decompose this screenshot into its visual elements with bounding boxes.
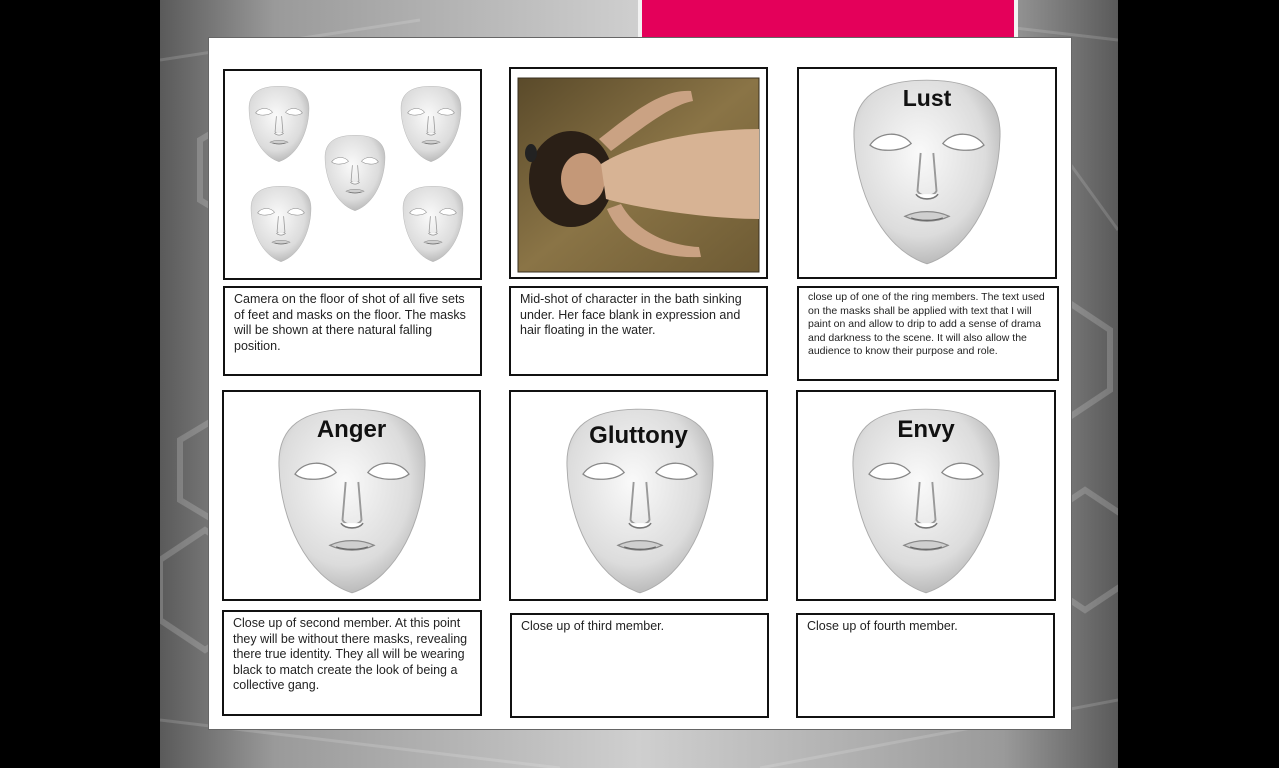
mask-label-envy: Envy [897,416,955,443]
panel-3-image [797,67,1057,279]
mask-label-lust: Lust [902,85,952,111]
slide-background [160,0,1118,768]
five-masks-image [225,71,480,278]
bath-scene-image [511,69,766,277]
panel-6-image [796,390,1056,601]
mask-label-anger: Anger [316,416,387,443]
panel-1-caption: Camera on the floor of shot of all five sets of feet and masks on the floor. The masks will be shown at there natural falling position. [223,286,482,376]
panel-2-image [509,67,768,279]
panel-1-image [223,69,482,280]
panel-4-caption: Close up of second member. At this point they will be without there masks, revealing there true identity. They all will be wearing black to match create the look of being a collective gang. [222,610,482,716]
panel-3-caption: close up of one of the ring members. The text used on the masks shall be applied with text that I will paint on and allow to drip to add a sense of drama and darkness to the scene. It will also allow the audience to know their purpose and role. [797,286,1059,381]
panel-6-caption: Close up of fourth member. [796,613,1055,718]
panel-5-caption: Close up of third member. [510,613,769,718]
mask-label-gluttony: Gluttony [589,422,688,449]
panel-2-caption: Mid-shot of character in the bath sinking under. Her face blank in expression and hair floating in the water. [509,286,768,376]
panel-5-image [509,390,768,601]
panel-4-image [222,390,481,601]
